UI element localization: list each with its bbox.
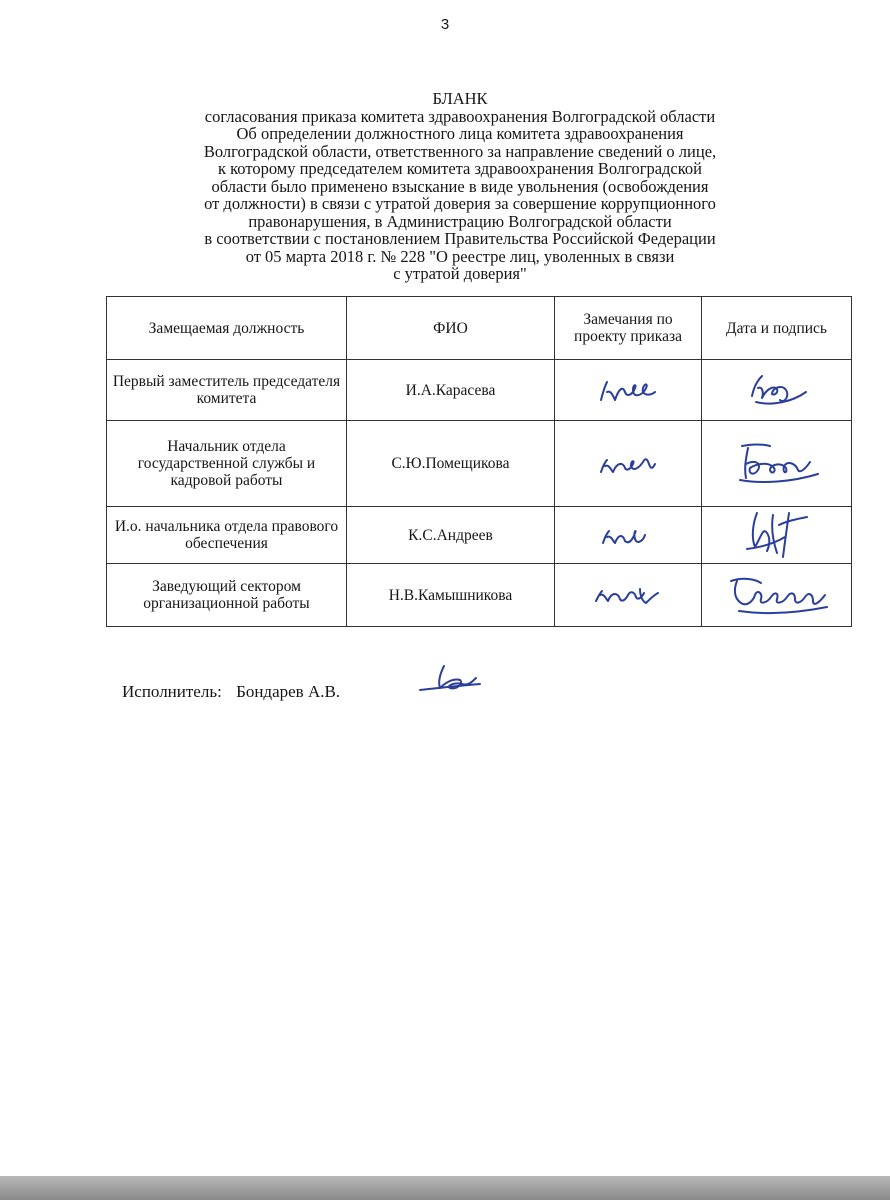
handwritten-remark-icon [593, 444, 663, 484]
name-cell: С.Ю.Помещикова [347, 421, 555, 507]
header-line: к которому председателем комитета здравоохранения Волгоградской [217, 159, 703, 178]
position-cell: Первый заместитель председателя комитета [107, 360, 347, 421]
header-line: с утратой доверия" [393, 264, 527, 283]
handwritten-signature-icon [722, 434, 832, 494]
document-header [100, 90, 820, 283]
name-cell: И.А.Карасева [347, 360, 555, 421]
remark-handwritten [555, 564, 702, 627]
approval-table [106, 296, 852, 627]
header-line: в соответствии с постановлением Правительства Российской Федерации [204, 229, 716, 248]
table-row [107, 507, 852, 564]
scan-edge [0, 1176, 890, 1200]
header-line: области было применено взыскание в виде увольнения (освобождения [211, 176, 709, 196]
name-cell: К.С.Андреев [347, 507, 555, 564]
executor-name: Бондарев А.В. [236, 682, 341, 701]
signature-cell [702, 564, 852, 627]
header-line: от 05 марта 2018 г. № 228 "О реестре лиц, уволенных в связи [245, 246, 675, 266]
header-line: согласования приказа комитета здравоохранения Волгоградской области [204, 106, 716, 126]
column-header-position: Замещаемая должность [107, 297, 347, 360]
header-line: от должности) в связи с утратой доверия за совершение коррупционного [204, 194, 716, 213]
header-line: правонарушения, в Администрацию Волгоградской области [248, 211, 672, 231]
handwritten-remark-icon [593, 370, 663, 410]
handwritten-signature-icon [410, 660, 490, 700]
signature-cell [702, 421, 852, 507]
header-line: Об определении должностного лица комитета здравоохранения [236, 124, 684, 143]
executor-line [122, 682, 340, 702]
signature-cell [702, 507, 852, 564]
table-row [107, 360, 852, 421]
remark-handwritten [555, 507, 702, 564]
handwritten-signature-icon [732, 366, 822, 414]
position-cell: Заведующий сектором организационной работы [107, 564, 347, 627]
table-row [107, 564, 852, 627]
remark-handwritten [555, 421, 702, 507]
column-header-date-signature: Дата и подпись [702, 297, 852, 360]
position-cell: Начальник отдела государственной службы и кадровой работы [107, 421, 347, 507]
handwritten-remark-icon [593, 517, 663, 553]
executor-label: Исполнитель: [122, 682, 222, 701]
header-line: Волгоградской области, ответственного за направление сведений о лице, [203, 141, 717, 161]
page-number: 3 [440, 16, 450, 33]
signature-cell [702, 360, 852, 421]
name-cell: Н.В.Камышникова [347, 564, 555, 627]
position-cell: И.о. начальника отдела правового обеспечения [107, 507, 347, 564]
handwritten-signature-icon [727, 507, 827, 563]
header-title: БЛАНК [432, 89, 488, 108]
column-header-name: ФИО [347, 297, 555, 360]
table-header-row [107, 297, 852, 360]
handwritten-remark-icon [590, 575, 666, 615]
handwritten-signature-icon [717, 567, 837, 623]
column-header-remarks: Замечания по проекту приказа [555, 297, 702, 360]
executor-signature [410, 660, 490, 705]
table-row [107, 421, 852, 507]
remark-handwritten [555, 360, 702, 421]
